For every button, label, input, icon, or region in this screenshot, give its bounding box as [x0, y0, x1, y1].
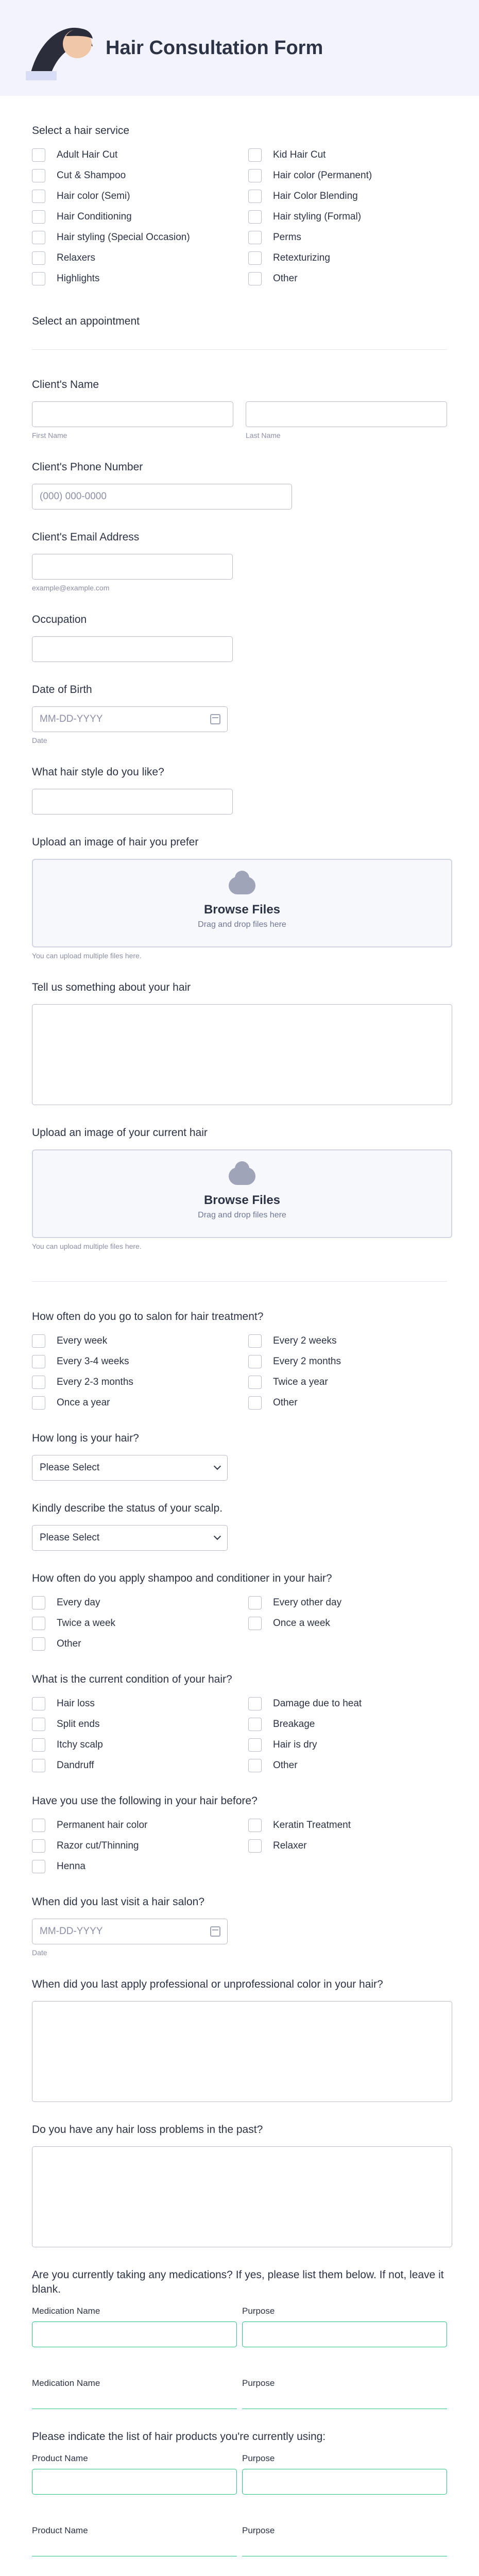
length-select[interactable]	[32, 1455, 228, 1481]
checkbox[interactable]	[32, 1637, 45, 1651]
meds-purpose-input[interactable]	[242, 2321, 447, 2347]
option-label: Other	[57, 1638, 81, 1649]
option-label: Henna	[57, 1861, 85, 1872]
option-salon_freq-3[interactable]	[248, 1354, 452, 1369]
upload-preferred-question	[32, 815, 447, 960]
checkbox[interactable]	[32, 1759, 45, 1772]
upload-preferred-label: Upload an image of hair you prefer	[32, 836, 199, 848]
option-label: Damage due to heat	[273, 1698, 362, 1709]
option-used-2[interactable]	[32, 1838, 236, 1854]
option-service-13[interactable]	[248, 271, 452, 286]
option-label: Hair Color Blending	[273, 191, 358, 201]
checkbox[interactable]	[32, 272, 45, 285]
option-service-0[interactable]	[32, 147, 236, 163]
option-label: Relaxers	[57, 252, 95, 263]
last-visit-sublabel: Date	[32, 1948, 47, 1957]
checkbox[interactable]	[32, 1718, 45, 1731]
checkbox[interactable]	[32, 231, 45, 244]
option-service-3[interactable]	[248, 168, 452, 183]
option-label: Kid Hair Cut	[273, 149, 326, 160]
cloud-upload-icon	[229, 877, 255, 894]
last-color-label: When did you last apply professional or unprofessional color in your hair?	[32, 1978, 383, 1990]
checkbox[interactable]	[32, 1355, 45, 1368]
meds-purpose-input[interactable]	[242, 2394, 447, 2409]
option-shampoo-3[interactable]	[248, 1616, 452, 1631]
checkbox[interactable]	[248, 1334, 262, 1348]
checkbox[interactable]	[248, 1396, 262, 1410]
option-label: Hair color (Permanent)	[273, 170, 372, 181]
option-salon_freq-0[interactable]	[32, 1333, 236, 1349]
option-used-1[interactable]	[248, 1818, 452, 1833]
option-condition-0[interactable]	[32, 1696, 236, 1711]
browse-files-button[interactable]: Browse Files	[203, 1193, 281, 1207]
checkbox[interactable]	[248, 169, 262, 182]
checkbox[interactable]	[248, 1697, 262, 1710]
option-salon_freq-4[interactable]	[32, 1375, 236, 1390]
option-label: Every 2 months	[273, 1356, 341, 1367]
checkbox[interactable]	[32, 1697, 45, 1710]
option-label: Highlights	[57, 273, 100, 284]
salon-freq-label: How often do you go to salon for hair treatment?	[32, 1311, 264, 1323]
meds-col-name: Medication Name	[32, 2378, 100, 2388]
dob-input[interactable]: MM-DD-YYYY	[32, 706, 228, 732]
browse-files-button[interactable]: Browse Files	[203, 903, 281, 917]
option-service-9[interactable]	[248, 230, 452, 245]
option-label: Every 2-3 months	[57, 1377, 133, 1387]
phone-question	[32, 439, 447, 510]
option-label: Retexturizing	[273, 252, 330, 263]
used-question	[32, 1773, 447, 1874]
email-question	[32, 510, 447, 592]
option-service-11[interactable]	[248, 250, 452, 266]
products-col-purpose: Purpose	[242, 2453, 275, 2463]
checkbox[interactable]	[248, 148, 262, 162]
upload-current-question	[32, 1105, 447, 1282]
form-title: Hair Consultation Form	[106, 37, 323, 59]
checkbox[interactable]	[248, 1718, 262, 1731]
option-label: Every other day	[273, 1597, 342, 1608]
checkbox[interactable]	[32, 1596, 45, 1609]
meds-name-input[interactable]	[32, 2321, 237, 2347]
meds-col-name: Medication Name	[32, 2306, 100, 2316]
option-service-6[interactable]	[32, 209, 236, 225]
condition-label: What is the current condition of your hair?	[32, 1673, 232, 1685]
option-condition-4[interactable]	[32, 1737, 236, 1753]
option-label: Hair styling (Formal)	[273, 211, 362, 222]
checkbox[interactable]	[248, 1839, 262, 1853]
option-condition-5[interactable]	[248, 1737, 452, 1753]
email-label: Client's Email Address	[32, 531, 140, 543]
option-label: Itchy scalp	[57, 1739, 103, 1750]
option-salon_freq-2[interactable]	[32, 1354, 236, 1369]
form-header	[0, 0, 479, 96]
client-name-label: Client's Name	[32, 379, 99, 391]
meds-question	[32, 2247, 447, 2409]
products-label: Please indicate the list of hair products you're currently using:	[32, 2431, 326, 2443]
length-question	[32, 1411, 447, 1481]
calendar-icon[interactable]	[210, 1926, 220, 1937]
checkbox[interactable]	[32, 1617, 45, 1630]
checkbox[interactable]	[248, 1738, 262, 1752]
option-label: Dandruff	[57, 1760, 94, 1771]
style-input[interactable]	[32, 789, 233, 815]
loss-question	[32, 2102, 447, 2247]
last-name-input[interactable]	[246, 401, 447, 427]
option-label: Perms	[273, 232, 301, 243]
dob-label: Date of Birth	[32, 684, 92, 696]
option-service-7[interactable]	[248, 209, 452, 225]
checkbox[interactable]	[248, 1355, 262, 1368]
option-label: Other	[273, 1760, 298, 1771]
option-label: Breakage	[273, 1719, 315, 1730]
option-label: Split ends	[57, 1719, 100, 1730]
occupation-question	[32, 592, 447, 662]
occupation-label: Occupation	[32, 614, 87, 625]
last-color-textarea[interactable]	[32, 2001, 452, 2102]
length-label: How long is your hair?	[32, 1432, 139, 1444]
phone-label: Client's Phone Number	[32, 461, 143, 473]
occupation-input[interactable]	[32, 636, 233, 662]
checkbox[interactable]	[248, 1376, 262, 1389]
checkbox[interactable]	[32, 1839, 45, 1853]
last-visit-label: When did you last visit a hair salon?	[32, 1896, 205, 1908]
checkbox[interactable]	[32, 1396, 45, 1410]
shampoo-options	[32, 1595, 452, 1652]
option-label: Hair loss	[57, 1698, 95, 1709]
salon-freq-options	[32, 1333, 452, 1411]
checkbox[interactable]	[248, 1596, 262, 1609]
checkbox[interactable]	[32, 1819, 45, 1832]
service-label: Select a hair service	[32, 125, 130, 137]
checkbox[interactable]	[248, 1759, 262, 1772]
products-name-input[interactable]	[32, 2541, 237, 2556]
scalp-select[interactable]	[32, 1525, 228, 1551]
chevron-down-icon	[214, 1463, 221, 1470]
style-label: What hair style do you like?	[32, 766, 164, 778]
option-label: Hair styling (Special Occasion)	[57, 232, 190, 243]
option-label: Twice a year	[273, 1377, 328, 1387]
option-shampoo-2[interactable]	[32, 1616, 236, 1631]
option-shampoo-1[interactable]	[248, 1595, 452, 1611]
products-col-name: Product Name	[32, 2453, 88, 2463]
header-illustration-icon	[21, 15, 98, 80]
scalp-select-value: Please Select	[40, 1532, 100, 1543]
meds-col-purpose: Purpose	[242, 2378, 275, 2388]
option-label: Every 2 weeks	[273, 1335, 337, 1346]
calendar-icon[interactable]	[210, 714, 220, 724]
condition-question	[32, 1652, 447, 1773]
shampoo-question	[32, 1551, 447, 1652]
used-label: Have you use the following in your hair before?	[32, 1795, 258, 1807]
option-used-3[interactable]	[248, 1838, 452, 1854]
option-label: Once a year	[57, 1397, 110, 1408]
email-input[interactable]	[32, 554, 233, 580]
scalp-label: Kindly describe the status of your scalp.	[32, 1502, 223, 1514]
option-shampoo-4[interactable]	[32, 1636, 236, 1652]
hear-question	[32, 2556, 447, 2576]
chevron-down-icon	[214, 1533, 221, 1540]
style-question	[32, 744, 447, 815]
checkbox[interactable]	[32, 1738, 45, 1752]
tell-question	[32, 960, 447, 1105]
checkbox[interactable]	[248, 272, 262, 285]
option-service-4[interactable]	[32, 189, 236, 204]
option-label: Other	[273, 1397, 298, 1408]
products-purpose-input[interactable]	[242, 2541, 447, 2556]
option-label: Once a week	[273, 1618, 330, 1629]
last-name-sublabel: Last Name	[246, 431, 281, 439]
checkbox[interactable]	[32, 148, 45, 162]
meds-label: Are you currently taking any medications? If yes, please list them below. If not, leave it blank.	[32, 2269, 444, 2295]
last-color-question	[32, 1957, 447, 2102]
checkbox[interactable]	[32, 210, 45, 224]
option-condition-3[interactable]	[248, 1717, 452, 1732]
option-shampoo-0[interactable]	[32, 1595, 236, 1611]
option-condition-7[interactable]	[248, 1758, 452, 1773]
checkbox[interactable]	[32, 1376, 45, 1389]
first-name-input[interactable]	[32, 401, 233, 427]
option-label: Keratin Treatment	[273, 1820, 351, 1831]
client-name-question	[32, 350, 447, 439]
appointment-label: Select an appointment	[32, 315, 140, 327]
option-service-1[interactable]	[248, 147, 452, 163]
checkbox[interactable]	[32, 190, 45, 203]
first-name-sublabel: First Name	[32, 431, 67, 439]
condition-options	[32, 1696, 452, 1773]
appointment-question	[32, 286, 447, 350]
upload-current-label: Upload an image of your current hair	[32, 1127, 208, 1139]
option-service-12[interactable]	[32, 271, 236, 286]
option-label: Every day	[57, 1597, 100, 1608]
last-visit-input[interactable]: MM-DD-YYYY	[32, 1919, 228, 1944]
salon-freq-question	[32, 1282, 447, 1411]
option-salon_freq-1[interactable]	[248, 1333, 452, 1349]
checkbox[interactable]	[248, 210, 262, 224]
option-service-2[interactable]	[32, 168, 236, 183]
cloud-upload-icon	[229, 1167, 255, 1185]
dob-question	[32, 662, 447, 744]
option-condition-1[interactable]	[248, 1696, 452, 1711]
tell-label: Tell us something about your hair	[32, 981, 191, 993]
option-salon_freq-5[interactable]	[248, 1375, 452, 1390]
option-condition-6[interactable]	[32, 1758, 236, 1773]
email-hint: example@example.com	[32, 584, 110, 592]
checkbox[interactable]	[32, 1860, 45, 1873]
option-label: Permanent hair color	[57, 1820, 148, 1831]
upload-preferred-hint: You can upload multiple files here.	[32, 952, 142, 960]
last-visit-question	[32, 1874, 447, 1957]
tell-textarea[interactable]	[32, 1004, 452, 1105]
products-col-name: Product Name	[32, 2526, 88, 2535]
option-service-8[interactable]	[32, 230, 236, 245]
upload-current-hint: You can upload multiple files here.	[32, 1242, 142, 1250]
loss-textarea[interactable]	[32, 2146, 452, 2247]
phone-input[interactable]: (000) 000-0000	[32, 484, 292, 510]
option-label: Every 3-4 weeks	[57, 1356, 129, 1367]
checkbox[interactable]	[32, 169, 45, 182]
checkbox[interactable]	[32, 1334, 45, 1348]
products-col-purpose: Purpose	[242, 2526, 275, 2535]
option-service-5[interactable]	[248, 189, 452, 204]
option-label: Every week	[57, 1335, 108, 1346]
option-label: Razor cut/Thinning	[57, 1840, 139, 1851]
meds-name-input[interactable]	[32, 2394, 237, 2409]
service-options	[32, 147, 452, 286]
loss-label: Do you have any hair loss problems in the past?	[32, 2124, 263, 2136]
scalp-question	[32, 1481, 447, 1551]
upload-current-dropzone[interactable]	[32, 1149, 452, 1238]
upload-preferred-dropzone[interactable]	[32, 859, 452, 947]
checkbox[interactable]	[32, 251, 45, 265]
products-name-input[interactable]	[32, 2469, 237, 2495]
option-label: Other	[273, 273, 298, 284]
option-salon_freq-6[interactable]	[32, 1395, 236, 1411]
option-label: Relaxer	[273, 1840, 307, 1851]
option-salon_freq-7[interactable]	[248, 1395, 452, 1411]
drag-drop-text: Drag and drop files here	[198, 920, 286, 929]
option-label: Adult Hair Cut	[57, 149, 118, 160]
option-label: Cut & Shampoo	[57, 170, 126, 181]
checkbox[interactable]	[248, 190, 262, 203]
option-label: Hair Conditioning	[57, 211, 132, 222]
shampoo-label: How often do you apply shampoo and conditioner in your hair?	[32, 1572, 332, 1584]
checkbox[interactable]	[248, 1819, 262, 1832]
option-used-4[interactable]	[32, 1859, 236, 1874]
meds-col-purpose: Purpose	[242, 2306, 275, 2316]
option-condition-2[interactable]	[32, 1717, 236, 1732]
checkbox[interactable]	[248, 1617, 262, 1630]
checkbox[interactable]	[248, 251, 262, 265]
option-used-0[interactable]	[32, 1818, 236, 1833]
option-label: Hair color (Semi)	[57, 191, 130, 201]
drag-drop-text: Drag and drop files here	[198, 1211, 286, 1219]
option-service-10[interactable]	[32, 250, 236, 266]
dob-sublabel: Date	[32, 736, 47, 744]
option-label: Hair is dry	[273, 1739, 317, 1750]
checkbox[interactable]	[248, 231, 262, 244]
used-options	[32, 1818, 452, 1874]
option-label: Twice a week	[57, 1618, 116, 1629]
products-question	[32, 2409, 447, 2556]
service-question	[32, 96, 447, 286]
products-purpose-input[interactable]	[242, 2469, 447, 2495]
length-select-value: Please Select	[40, 1462, 100, 1473]
